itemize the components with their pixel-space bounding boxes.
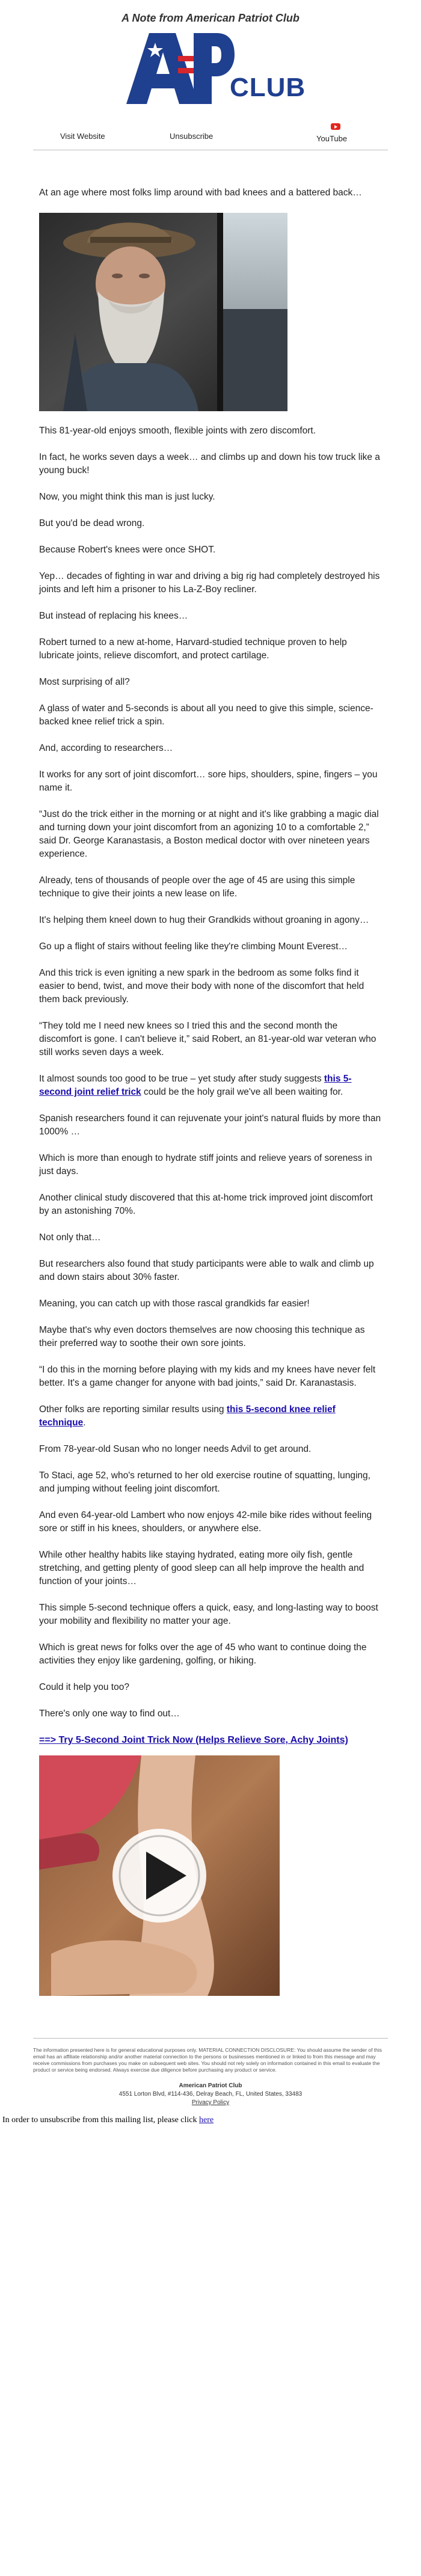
visit-website-link[interactable]: Visit Website	[60, 132, 105, 141]
note-title: A Note from American Patriot Club	[121, 12, 300, 24]
paragraph: And, according to researchers…	[39, 743, 173, 753]
text: It almost sounds too good to be true – yet study after study suggests	[39, 1074, 324, 1084]
paragraph-with-link	[39, 1403, 382, 1430]
video-thumbnail-knee[interactable]	[39, 1755, 280, 1996]
paragraph: But researchers also found that study participants were able to walk and climb up and down stairs about 30% faster.	[39, 1259, 374, 1282]
paragraph: Could it help you too?	[39, 1682, 129, 1692]
unsubscribe-line	[0, 2107, 421, 2125]
joint-relief-trick-link[interactable]: this 5-second joint relief trick	[39, 1074, 352, 1097]
paragraph: In fact, he works seven days a week… and climbs up and down his tow truck like a young buck!	[39, 452, 380, 476]
paragraph: Now, you might think this man is just lucky.	[39, 492, 215, 502]
paragraph-with-link	[39, 1072, 382, 1099]
text: could be the holy grail we've all been waiting for.	[141, 1087, 343, 1097]
paragraph: There's only one way to find out…	[39, 1709, 180, 1719]
paragraph: And even 64-year-old Lambert who now enjoys 42-mile bike rides without feeling sore or stiff in his knees, shoulders, or anywhere else.	[39, 1510, 372, 1534]
paragraph: Because Robert's knees were once SHOT.	[39, 545, 216, 555]
paragraph: But you'd be dead wrong.	[39, 518, 145, 528]
paragraph: This 81-year-old enjoys smooth, flexible joints with zero discomfort.	[39, 426, 316, 436]
unsubscribe-text: In order to unsubscribe from this mailing list, please click	[2, 2116, 199, 2125]
paragraph: Not only that…	[39, 1232, 101, 1243]
email-nav	[0, 116, 421, 150]
paragraph: It's helping them kneel down to hug their Grandkids without groaning in agony…	[39, 915, 369, 925]
paragraph: Spanish researchers found it can rejuvenate your joint's natural fluids by more than 1000% …	[39, 1113, 381, 1137]
text: .	[83, 1418, 86, 1428]
paragraph: Robert turned to a new at-home, Harvard-studied technique proven to help lubricate joints, relieve discomfort, and protect cartilage.	[39, 637, 347, 661]
paragraph: This simple 5-second technique offers a quick, easy, and long-lasting way to boost your mobility and flexibility no matter your age.	[39, 1603, 378, 1626]
paragraph: Which is more than enough to hydrate stiff joints and relieve years of soreness in just days.	[39, 1153, 372, 1176]
company-name: American Patriot Club	[179, 2082, 242, 2089]
unsubscribe-link[interactable]: Unsubscribe	[170, 132, 214, 141]
paragraph: While other healthy habits like staying hydrated, eating more oily fish, gentle stretching, and getting plenty of good sleep can all help improve the health and function of your joints…	[39, 1550, 364, 1586]
paragraph: Most surprising of all?	[39, 677, 130, 687]
paragraph: From 78-year-old Susan who no longer needs Advil to get around.	[39, 1444, 312, 1454]
email-header	[0, 0, 421, 104]
youtube-link[interactable]: YouTube	[316, 134, 348, 143]
youtube-icon[interactable]	[331, 123, 340, 130]
intro-paragraph: At an age where most folks limp around with bad knees and a battered back…	[39, 188, 362, 198]
hero-photo-older-man-in-truck[interactable]	[39, 213, 287, 411]
quote-paragraph: “They told me I need new knees so I tried this and the second month the discomfort is gone. I can't believe it,” said Robert, an 81-year-old war veteran who still works seven days a week.	[39, 1021, 376, 1057]
disclaimer-text: The information presented here is for general educational purposes only. MATERIAL CONNECTION DISCLOSURE: You should assume the sender of this email has an affiliate relationship and/or another material connection to the persons or businesses mentioned in or linked to from this message and may receive commissions from purchases you make on subsequent web sites. You should not rely solely on information contained in this email to evaluate the product or service being endorsed. Always exercise due diligence before purchasing any product or service.	[33, 2047, 383, 2073]
email-body	[0, 186, 421, 1996]
paragraph: And this trick is even igniting a new spark in the bedroom as some folks find it easier to bend, twist, and move their body with none of the discomfort that held them back previously.	[39, 968, 364, 1005]
footer-info	[0, 2082, 421, 2107]
privacy-policy-link[interactable]: Privacy Policy	[191, 2099, 230, 2106]
paragraph: To Staci, age 52, who's returned to her old exercise routine of squatting, lunging, and jumping without feeling joint discomfort.	[39, 1470, 370, 1494]
paragraph: Another clinical study discovered that this at-home trick improved joint discomfort by an astonishing 70%.	[39, 1193, 373, 1216]
logo-club-text: CLUB	[230, 73, 306, 102]
knee-relief-technique-link[interactable]: this 5-second knee relief technique	[39, 1404, 336, 1428]
paragraph: Already, tens of thousands of people over the age of 45 are using this simple technique to give their joints a new lease on life.	[39, 875, 355, 899]
ap-logo-mark	[126, 33, 235, 104]
company-address: 4551 Lorton Blvd, #114-436, Delray Beach, FL, United States, 33483	[118, 2091, 303, 2097]
paragraph: Go up a flight of stairs without feeling like they're climbing Mount Everest…	[39, 941, 348, 952]
paragraph: Which is great news for folks over the age of 45 who want to continue doing the activities they enjoy like gardening, golfing, or hiking.	[39, 1642, 367, 1666]
paragraph: A glass of water and 5-seconds is about all you need to give this simple, science-backed knee relief trick a spin.	[39, 703, 373, 727]
paragraph: It works for any sort of joint discomfort… sore hips, shoulders, spine, fingers – you name it.	[39, 769, 378, 793]
quote-paragraph: “Just do the trick either in the morning or at night and it's like grabbing a magic dial and turning down your joint discomfort from an agonizing 10 to a comfortable 2,” said Dr. George Karanastasis, a Boston medical doctor with over nineteen years experience.	[39, 809, 379, 859]
american-patriot-club-logo[interactable]	[126, 33, 306, 104]
paragraph: Meaning, you can catch up with those rascal grandkids far easier!	[39, 1299, 310, 1309]
try-joint-trick-cta-link[interactable]: ==> Try 5-Second Joint Trick Now (Helps Relieve Sore, Achy Joints)	[39, 1735, 348, 1745]
paragraph: Yep… decades of fighting in war and driving a big rig had completely destroyed his joints and left him a prisoner to his La-Z-Boy recliner.	[39, 571, 380, 595]
text: Other folks are reporting similar results using	[39, 1404, 227, 1415]
quote-paragraph: “I do this in the morning before playing with my kids and my knees have never felt better. It's a game changer for anyone with bad joints,” said Dr. Karanastasis.	[39, 1365, 376, 1388]
paragraph: But instead of replacing his knees…	[39, 611, 188, 621]
unsubscribe-here-link[interactable]: here	[198, 2116, 214, 2125]
paragraph: Maybe that's why even doctors themselves are now choosing this technique as their preferred way to soothe their own sore joints.	[39, 1325, 365, 1348]
